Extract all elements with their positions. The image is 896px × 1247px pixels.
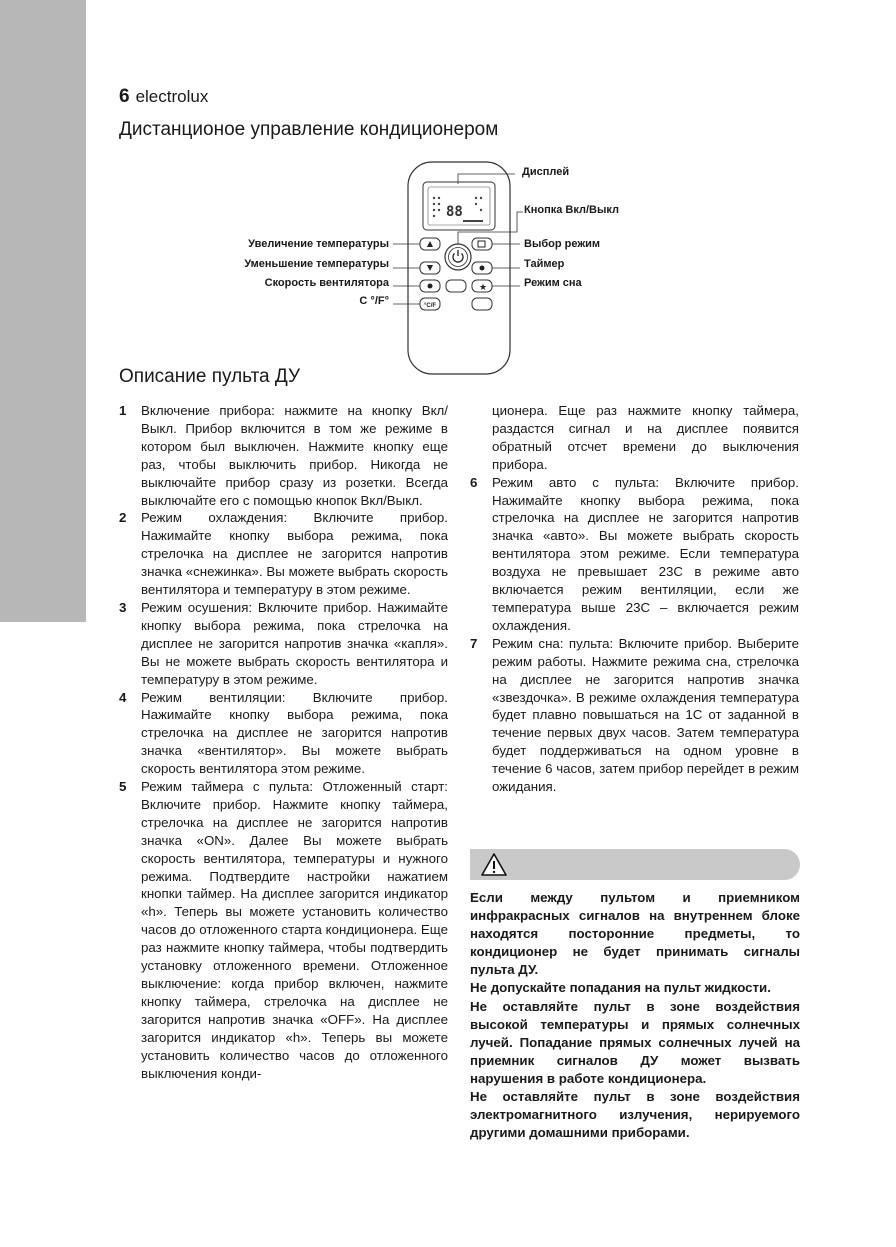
warning-triangle-icon <box>480 852 508 877</box>
item-text: Включение прибора: нажмите на кнопку Вкл/Выкл. Прибор включится в том же режиме в котором был выключен. Нажмите кнопку еще раз, чтобы выключить прибор. Никогда не выключайте прибор сразу из розетки. Всегда выключайте его с помощью кнопок Вкл/Выкл. <box>141 403 448 508</box>
list-item <box>119 689 448 779</box>
item-number: 6 <box>470 474 478 490</box>
text-column-right <box>470 402 799 796</box>
list-item <box>119 509 448 599</box>
item-number: 4 <box>119 689 127 705</box>
item-text: Режим осушения: Включите прибор. Нажимайте кнопку выбора режима, пока стрелочка на дисплее не загорится напротив значка «капля». Вы не можете выбрать скорость вентилятора и температуру в этом режиме. <box>141 599 448 687</box>
section-title-description: Описание пульта ДУ <box>119 366 301 387</box>
item-number: 5 <box>119 779 127 795</box>
label-temp-down: Уменьшение температуры <box>244 258 389 270</box>
list-item <box>119 599 448 689</box>
item-text: Режим сна: пульта: Включите прибор. Выберите режим работы. Нажмите режима сна, стрелочка на дисплее не загорится напротив значка «звездочка». В режиме охлаждения температура будет плавно повышаться на 1С от заданной в течение первых двух часов. Затем температура будет поддерживаться на одном уровне в течение 6 часов, затем прибор перейдет в режим ожидания. <box>492 635 799 795</box>
warning-paragraph: Не оставляйте пульт в зоне воздействия высокой температуры и прямых солнечных лучей. Попадание прямых солнечных лучей на приемник сигналов ДУ может вызвать нарушения в работе кондиционера. <box>470 998 800 1086</box>
svg-text:88: 88 <box>446 204 463 220</box>
label-timer: Таймер <box>524 258 565 270</box>
label-temp-up: Увеличение температуры <box>248 238 389 250</box>
svg-text:★: ★ <box>479 282 488 292</box>
label-display: Дисплей <box>522 166 570 178</box>
label-power: Кнопка Вкл/Выкл <box>524 204 619 216</box>
list-item <box>470 635 799 796</box>
warning-paragraph: Не допускайте попадания на пульт жидкости. <box>470 980 771 996</box>
warning-header-bar <box>470 849 800 880</box>
item-number: 2 <box>119 510 127 526</box>
item-text: Режим охлаждения: Включите прибор. Нажимайте кнопку выбора режима, пока стрелочка на дисплее не загорится напротив значка «снежинка». Вы можете выбрать скорость вентилятора и температуру в этом режиме. <box>141 510 448 598</box>
svg-text:°C/F: °C/F <box>424 303 437 309</box>
label-mode: Выбор режим <box>524 238 601 250</box>
item-text: Режим таймера с пульта: Отложенный старт: Включите прибор. Нажмите кнопку таймера, стрелочка на дисплее не загорится напротив значка «ON». Далее Вы можете выбрать скорость вентилятора, температуры и нужного режима. Подтвердите настройки нажатием кнопки таймер. На дисплее загорится индикатор «h». Теперь вы можете установить количество часов до отложенного старта кондиционера. Еще раз нажмите кнопку таймера, чтобы подтвердить установку отложенного времени. Отложенное выключение: когда прибор включен, нажмите кнопку таймера, стрелочка на дисплее не загорится напротив значка «OFF». На дисплее загорится индикатор «h». Теперь вы можете установить количество часов до отложенного выключения конди- <box>141 779 448 1081</box>
list-item-continuation: ционера. Еще раз нажмите кнопку таймера, раздастся сигнал и на дисплее появится обратный отсчет времени до выключения прибора. <box>492 403 799 472</box>
brand-name: electrolux <box>135 87 209 106</box>
section-title-remote: Дистанционое управление кондиционером <box>119 119 499 140</box>
warning-paragraph: Если между пультом и приемником инфракрасных сигналов на внутреннем блоке находятся посторонние предметы, то кондиционер не будет принимать сигналы пульта ДУ. <box>470 890 800 978</box>
list-item <box>470 474 799 635</box>
label-fan-speed: Скорость вентилятора <box>264 277 389 289</box>
item-text: Режим авто с пульта: Включите прибор. Нажимайте кнопку выбора режима, пока стрелочка на дисплее не загорится напротив значка «авто». Вы можете выбрать скорость вентилятора этом режиме. Если температура воздуха не превышает 23С в режиме авто включается режим вентиляции, если же температура выше 23С – включается режим охлаждения. <box>492 474 799 633</box>
item-number: 3 <box>119 599 127 615</box>
item-number: 1 <box>119 403 127 418</box>
warning-text <box>470 889 800 1142</box>
item-number: 7 <box>470 635 478 651</box>
text-column-left <box>119 402 448 1082</box>
label-sleep: Режим сна <box>524 277 582 289</box>
list-item <box>119 402 448 509</box>
page-header <box>119 86 208 108</box>
item-text: Режим вентиляции: Включите прибор. Нажимайте кнопку выбора режима, пока стрелочка на дисплее не загорится напротив значка «вентилятор». Вы можете выбрать скорость вентилятора этом режиме. <box>141 689 448 777</box>
page-number: 6 <box>119 86 130 107</box>
warning-paragraph: Не оставляйте пульт в зоне воздействия электромагнитного излучения, нерируемого другими домашними приборами. <box>470 1089 800 1141</box>
list-item <box>119 778 448 1082</box>
label-c-f: С °/F° <box>359 295 389 307</box>
remote-control-illustration <box>0 150 896 380</box>
